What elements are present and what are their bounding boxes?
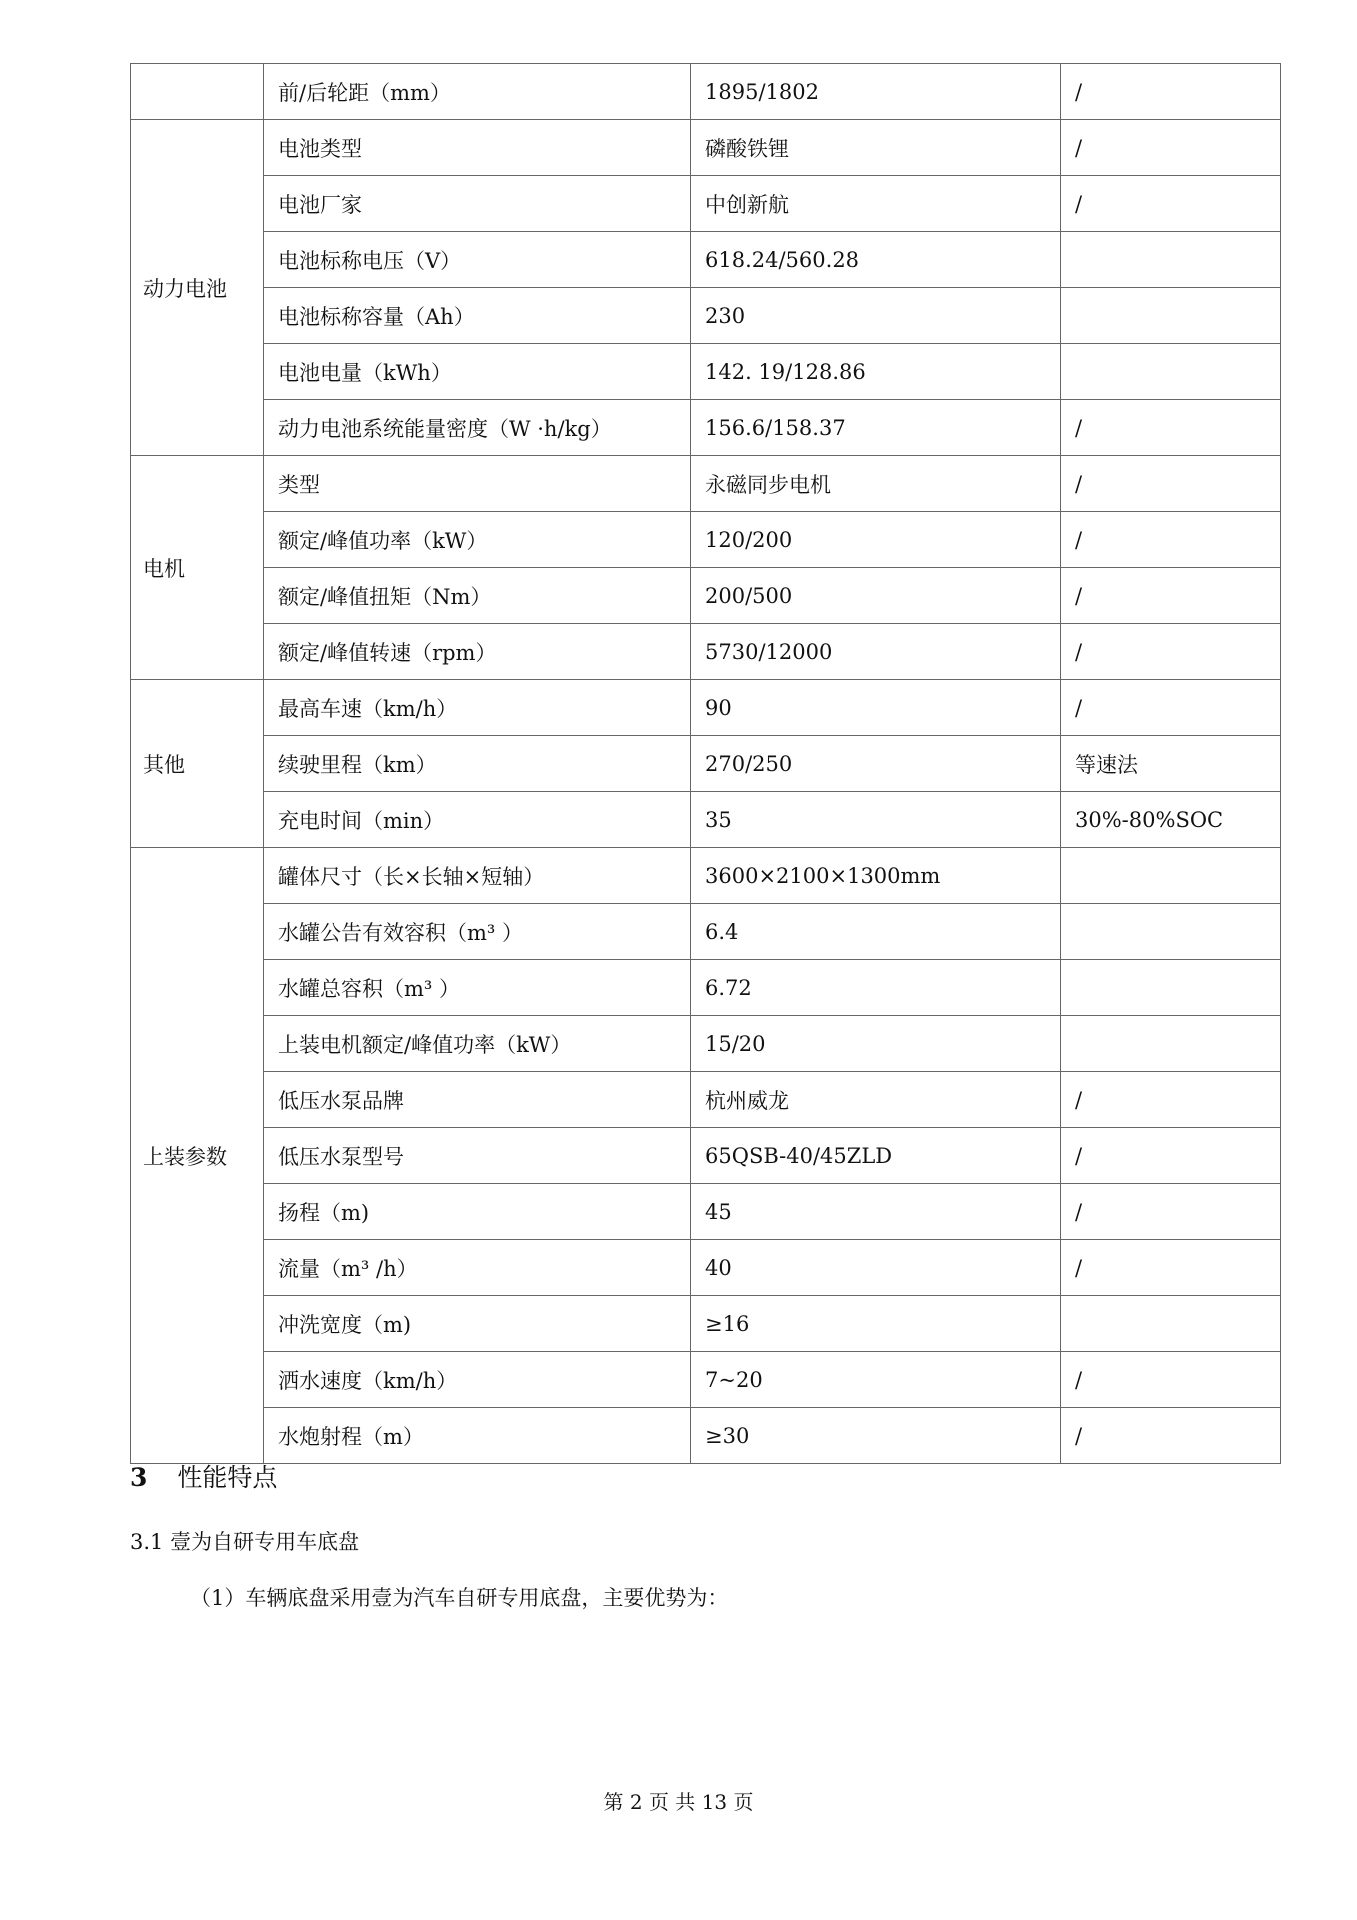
note-cell — [1061, 904, 1281, 960]
param-cell: 扬程（m) — [264, 1184, 691, 1240]
group-label — [131, 64, 264, 120]
table-row — [131, 1296, 1281, 1352]
group-label: 其他 — [131, 680, 264, 848]
param-cell: 前/后轮距（mm） — [264, 64, 691, 120]
table-row — [131, 624, 1281, 680]
note-cell: / — [1061, 64, 1281, 120]
note-cell: / — [1061, 1184, 1281, 1240]
note-cell: / — [1061, 1240, 1281, 1296]
note-cell: / — [1061, 456, 1281, 512]
param-cell: 上装电机额定/峰值功率（kW） — [264, 1016, 691, 1072]
value-cell: 156.6/158.37 — [691, 400, 1061, 456]
param-cell: 低压水泵型号 — [264, 1128, 691, 1184]
spec-table — [130, 63, 1281, 1464]
param-cell: 额定/峰值扭矩（Nm） — [264, 568, 691, 624]
param-cell: 水罐公告有效容积（m³ ） — [264, 904, 691, 960]
table-row — [131, 960, 1281, 1016]
param-cell: 充电时间（min） — [264, 792, 691, 848]
value-cell: 15/20 — [691, 1016, 1061, 1072]
table-row — [131, 1184, 1281, 1240]
page-footer: 第 2 页 共 13 页 — [603, 1790, 754, 1814]
note-cell: / — [1061, 512, 1281, 568]
param-cell: 电池电量（kWh） — [264, 344, 691, 400]
table-row — [131, 904, 1281, 960]
value-cell: 270/250 — [691, 736, 1061, 792]
table-row — [131, 176, 1281, 232]
note-cell: / — [1061, 624, 1281, 680]
param-cell: 低压水泵品牌 — [264, 1072, 691, 1128]
param-cell: 动力电池系统能量密度（W ·h/kg） — [264, 400, 691, 456]
note-cell: / — [1061, 680, 1281, 736]
value-cell: 1895/1802 — [691, 64, 1061, 120]
value-cell: 杭州威龙 — [691, 1072, 1061, 1128]
note-cell — [1061, 288, 1281, 344]
body-paragraph: （1）车辆底盘采用壹为汽车自研专用底盘，主要优势为： — [190, 1586, 729, 1610]
group-label: 电机 — [131, 456, 264, 680]
table-row — [131, 736, 1281, 792]
value-cell: 200/500 — [691, 568, 1061, 624]
section-number: 3 — [130, 1463, 148, 1492]
value-cell: 永磁同步电机 — [691, 456, 1061, 512]
note-cell — [1061, 344, 1281, 400]
table-row — [131, 1240, 1281, 1296]
table-row — [131, 344, 1281, 400]
note-cell — [1061, 1296, 1281, 1352]
table-row — [131, 1408, 1281, 1464]
param-cell: 水罐总容积（m³ ） — [264, 960, 691, 1016]
value-cell: 中创新航 — [691, 176, 1061, 232]
table-row — [131, 848, 1281, 904]
note-cell: 等速法 — [1061, 736, 1281, 792]
table-row — [131, 232, 1281, 288]
note-cell: / — [1061, 400, 1281, 456]
table-row — [131, 456, 1281, 512]
note-cell: / — [1061, 1072, 1281, 1128]
param-cell: 续驶里程（km） — [264, 736, 691, 792]
note-cell: / — [1061, 176, 1281, 232]
param-cell: 流量（m³ /h） — [264, 1240, 691, 1296]
table-row — [131, 288, 1281, 344]
group-label: 动力电池 — [131, 120, 264, 456]
value-cell: ≥30 — [691, 1408, 1061, 1464]
value-cell: ≥16 — [691, 1296, 1061, 1352]
note-cell — [1061, 1016, 1281, 1072]
group-label: 上装参数 — [131, 848, 264, 1464]
note-cell: / — [1061, 1408, 1281, 1464]
section-title: 性能特点 — [177, 1463, 278, 1492]
note-cell: / — [1061, 568, 1281, 624]
value-cell: 90 — [691, 680, 1061, 736]
value-cell: 6.72 — [691, 960, 1061, 1016]
param-cell: 水炮射程（m） — [264, 1408, 691, 1464]
value-cell: 618.24/560.28 — [691, 232, 1061, 288]
table-row — [131, 1128, 1281, 1184]
value-cell: 6.4 — [691, 904, 1061, 960]
table-row — [131, 1352, 1281, 1408]
value-cell: 120/200 — [691, 512, 1061, 568]
table-row — [131, 568, 1281, 624]
value-cell: 35 — [691, 792, 1061, 848]
spec-table-body — [131, 64, 1281, 1464]
param-cell: 最高车速（km/h） — [264, 680, 691, 736]
param-cell: 电池类型 — [264, 120, 691, 176]
note-cell: / — [1061, 120, 1281, 176]
param-cell: 冲洗宽度（m) — [264, 1296, 691, 1352]
note-cell — [1061, 960, 1281, 1016]
table-row — [131, 1016, 1281, 1072]
param-cell: 罐体尺寸（长×长轴×短轴） — [264, 848, 691, 904]
section-heading — [130, 1458, 277, 1494]
table-row — [131, 400, 1281, 456]
table-row — [131, 792, 1281, 848]
param-cell: 额定/峰值转速（rpm） — [264, 624, 691, 680]
table-row — [131, 120, 1281, 176]
param-cell: 电池厂家 — [264, 176, 691, 232]
value-cell: 7~20 — [691, 1352, 1061, 1408]
value-cell: 5730/12000 — [691, 624, 1061, 680]
param-cell: 电池标称电压（V） — [264, 232, 691, 288]
note-cell — [1061, 848, 1281, 904]
param-cell: 额定/峰值功率（kW） — [264, 512, 691, 568]
subsection-title: 3.1 壹为自研专用车底盘 — [130, 1530, 360, 1554]
value-cell: 45 — [691, 1184, 1061, 1240]
value-cell: 230 — [691, 288, 1061, 344]
value-cell: 3600×2100×1300mm — [691, 848, 1061, 904]
table-row — [131, 64, 1281, 120]
value-cell: 65QSB-40/45ZLD — [691, 1128, 1061, 1184]
note-cell: / — [1061, 1352, 1281, 1408]
param-cell: 洒水速度（km/h） — [264, 1352, 691, 1408]
param-cell: 类型 — [264, 456, 691, 512]
value-cell: 40 — [691, 1240, 1061, 1296]
value-cell: 磷酸铁锂 — [691, 120, 1061, 176]
value-cell: 142. 19/128.86 — [691, 344, 1061, 400]
table-row — [131, 680, 1281, 736]
note-cell: 30%-80%SOC — [1061, 792, 1281, 848]
note-cell: / — [1061, 1128, 1281, 1184]
note-cell — [1061, 232, 1281, 288]
table-row — [131, 1072, 1281, 1128]
table-row — [131, 512, 1281, 568]
param-cell: 电池标称容量（Ah） — [264, 288, 691, 344]
